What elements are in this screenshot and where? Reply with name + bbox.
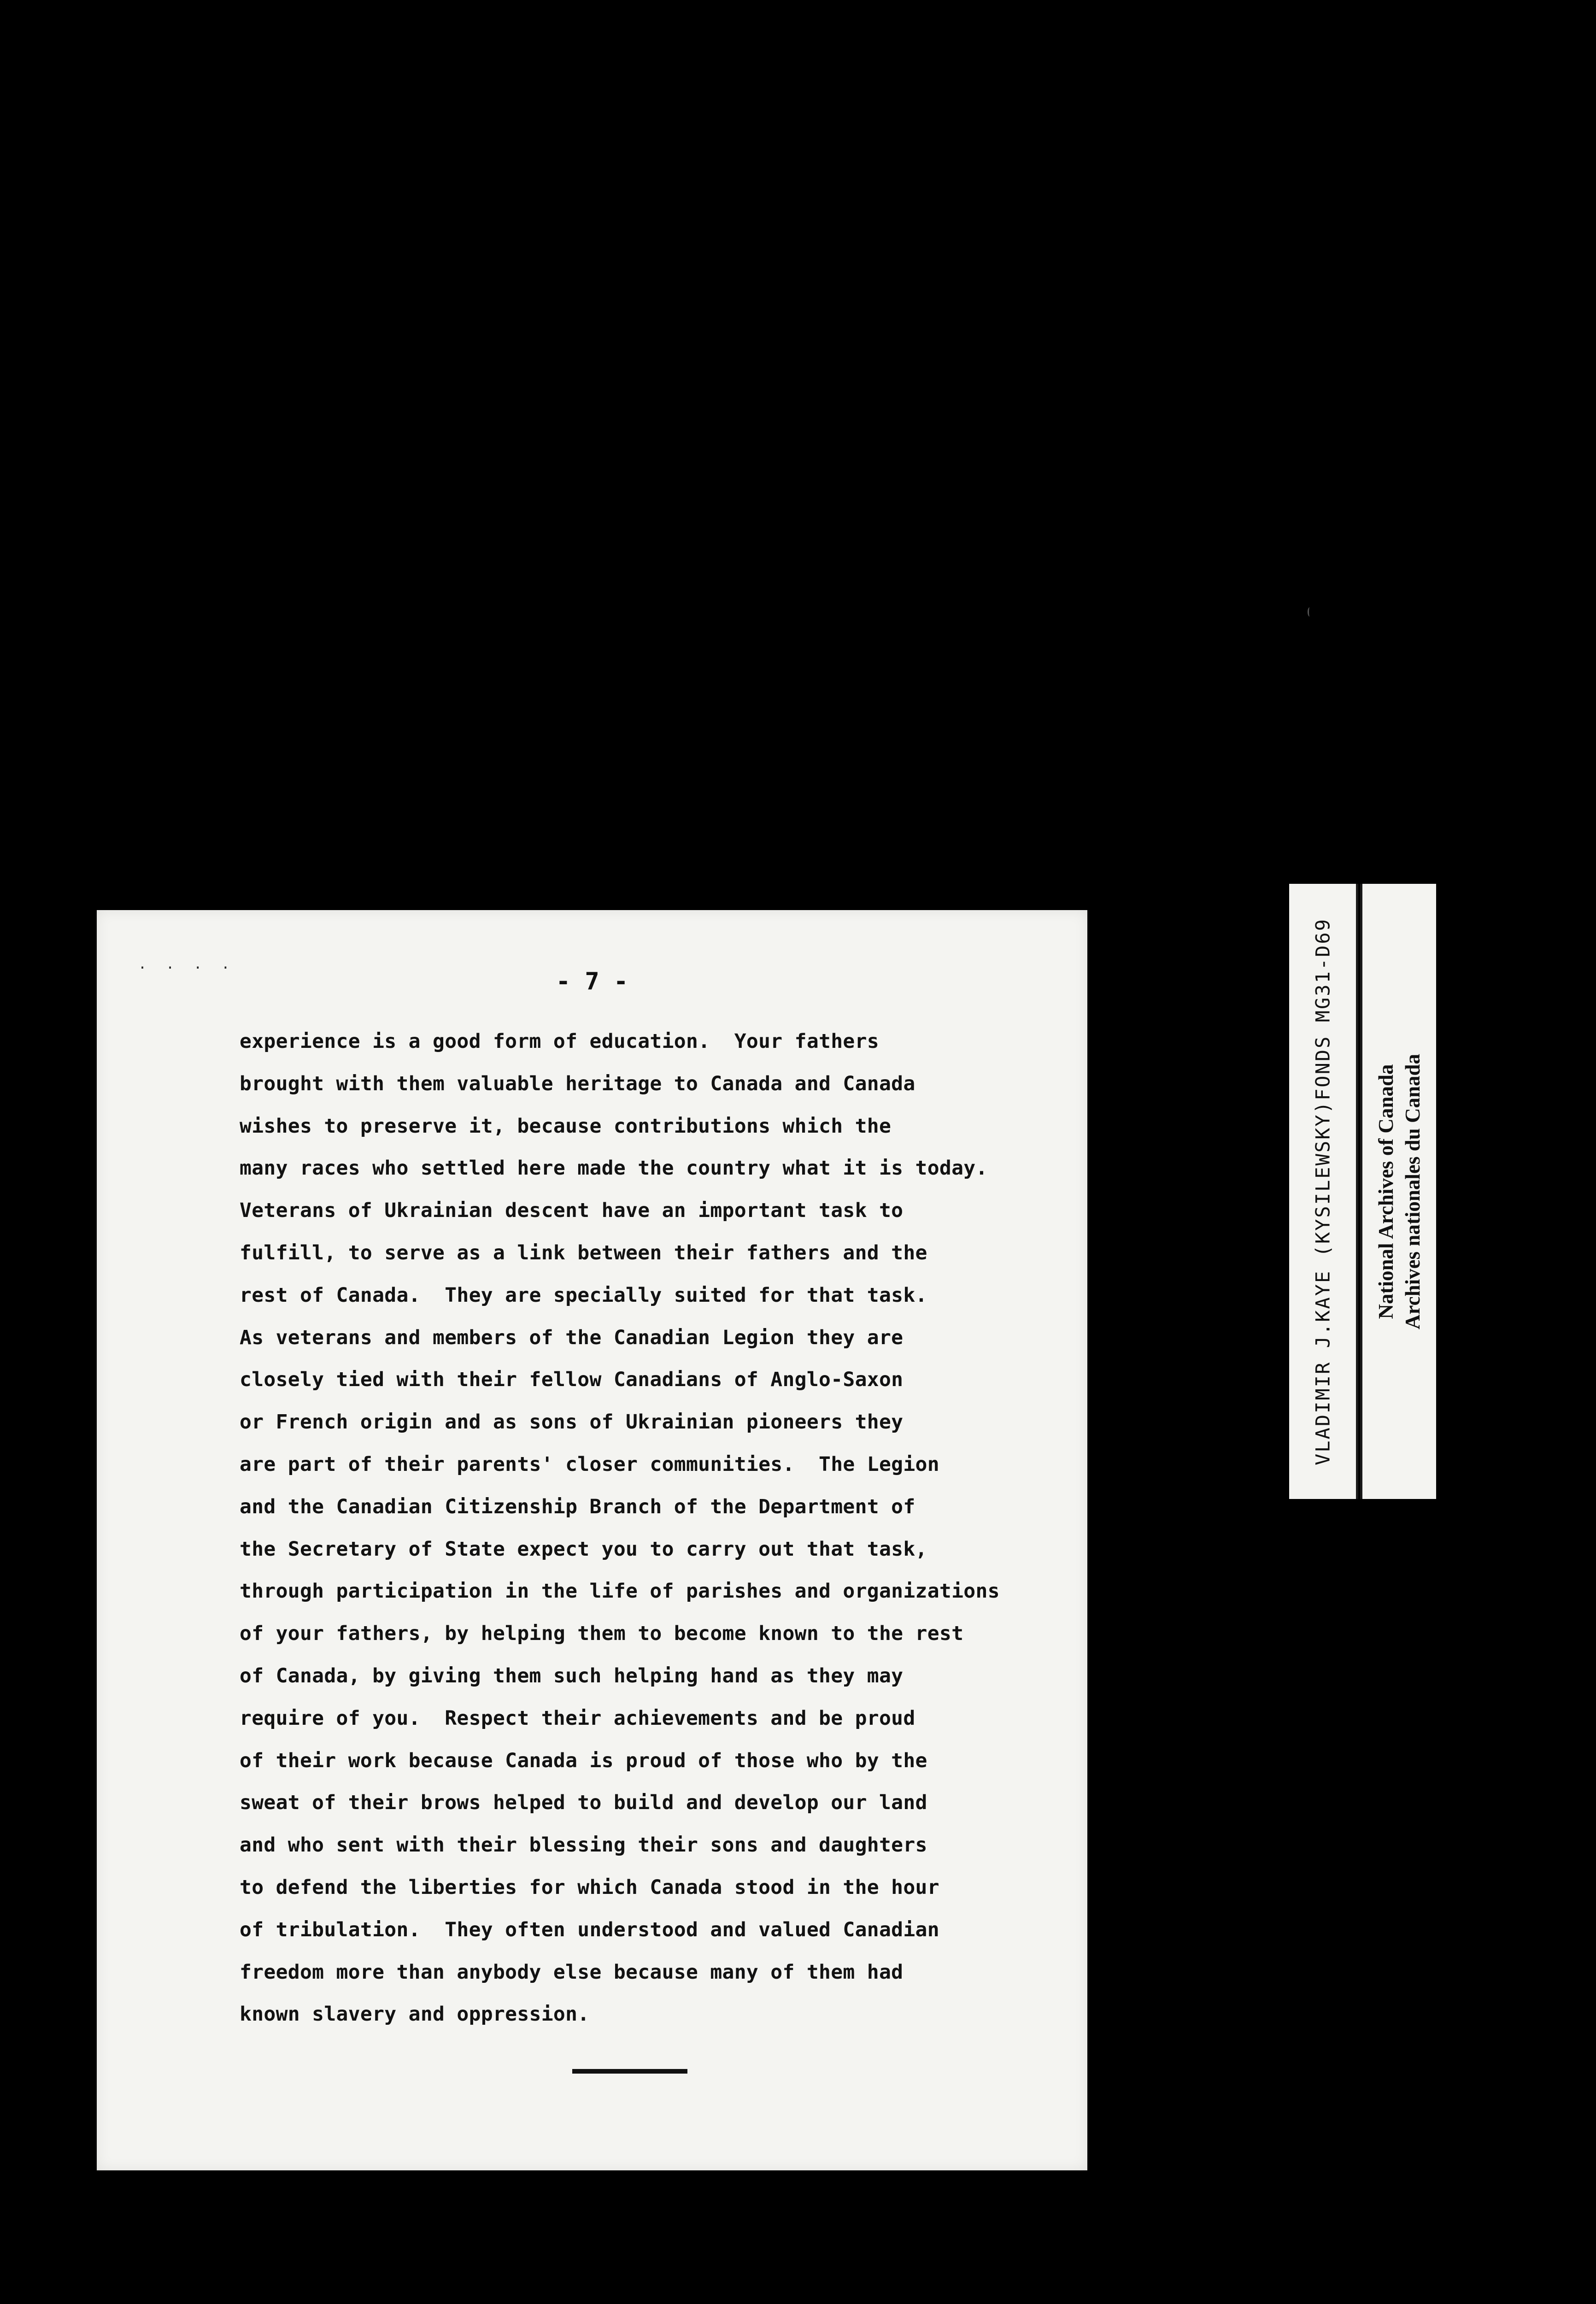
- text-line: and the Canadian Citizenship Branch of the Department of: [240, 1495, 915, 1518]
- text-line: or French origin and as sons of Ukrainian pioneers they: [240, 1411, 904, 1434]
- text-line: brought with them valuable heritage to Canada and Canada: [240, 1072, 915, 1095]
- text-line: the Secretary of State expect you to carry out that task,: [240, 1537, 927, 1561]
- text-line: and who sent with their blessing their sons and daughters: [240, 1834, 927, 1857]
- text-line: are part of their parents' closer communities. The Legion: [240, 1452, 939, 1476]
- text-line: experience is a good form of education. Your fathers: [240, 1030, 879, 1053]
- text-line: through participation in the life of parishes and organizations: [240, 1580, 1000, 1603]
- archives-label-strip: [1360, 884, 1436, 1499]
- archives-label: [1373, 1053, 1426, 1329]
- text-line: of tribulation. They often understood and valued Canadian: [240, 1918, 939, 1941]
- text-line: known slavery and oppression.: [240, 2003, 590, 2026]
- margin-marks: . . . .: [138, 956, 235, 972]
- film-speck: [1308, 607, 1312, 617]
- page-number: - 7 -: [556, 968, 628, 995]
- text-line: As veterans and members of the Canadian Legion they are: [240, 1326, 904, 1349]
- text-line: Veterans of Ukrainian descent have an important task to: [240, 1199, 904, 1223]
- text-line: many races who settled here made the country what it is today.: [240, 1157, 988, 1180]
- end-rule: [572, 2069, 687, 2074]
- text-line: to defend the liberties for which Canada stood in the hour: [240, 1875, 939, 1899]
- text-line: of their work because Canada is proud of those who by the: [240, 1749, 927, 1772]
- text-line: fulfill, to serve as a link between their fathers and the: [240, 1241, 927, 1264]
- text-line: rest of Canada. They are specially suited for that task.: [240, 1283, 927, 1307]
- body-text: [240, 1021, 1078, 2036]
- document-page: [97, 910, 1087, 2170]
- text-line: of Canada, by giving them such helping hand as they may: [240, 1664, 904, 1687]
- text-line: wishes to preserve it, because contributions which the: [240, 1114, 892, 1138]
- archives-label-en: National Archives of Canada: [1374, 1064, 1397, 1319]
- text-line: of your fathers, by helping them to become known to the rest: [240, 1622, 964, 1646]
- text-line: closely tied with their fellow Canadians of Anglo-Saxon: [240, 1368, 904, 1392]
- archives-label-fr: Archives nationales du Canada: [1401, 1053, 1424, 1329]
- text-line: freedom more than anybody else because many of them had: [240, 1960, 904, 1984]
- fonds-label-strip: [1289, 884, 1358, 1499]
- fonds-label: VLADIMIR J.KAYE (KYSILEWSKY)FONDS MG31-D69: [1311, 917, 1334, 1465]
- text-line: sweat of their brows helped to build and develop our land: [240, 1791, 927, 1815]
- text-line: require of you. Respect their achievements and be proud: [240, 1706, 915, 1730]
